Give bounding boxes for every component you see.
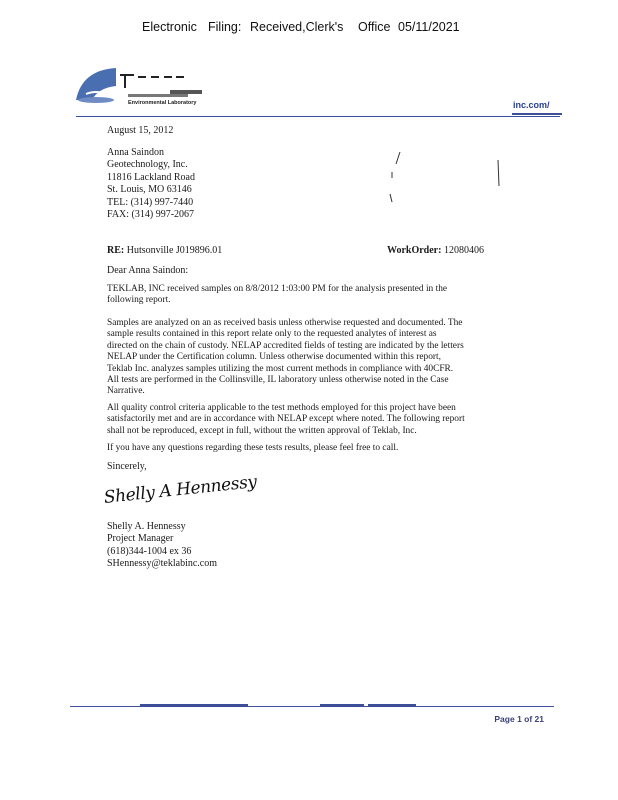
paragraph-questions: If you have any questions regarding these tests results, please feel free to call. (107, 443, 399, 453)
teklab-logo (76, 64, 226, 114)
page-number: Page 1 of 21 (494, 714, 544, 724)
recipient-city: St. Louis, MO 63146 (107, 184, 192, 196)
footer-rule-accent (140, 704, 248, 706)
paragraph-quality-control (107, 403, 513, 437)
signer-email: SHennessy@teklabinc.com (107, 558, 218, 570)
handwritten-signature: Shelly A Hennessy (102, 472, 258, 508)
paragraph-line: TEKLAB, INC received samples on 8/8/2012 1:03:00 PM for the analysis presented in the (107, 284, 448, 294)
recipient-fax: FAX: (314) 997-2067 (107, 209, 195, 221)
re-label: RE: (107, 245, 125, 256)
stamp-word-filing: Filing: (208, 20, 242, 34)
paragraph-line: Samples are analyzed on an as received basis unless otherwise requested and documented. The (107, 318, 463, 328)
recipient-address (107, 147, 195, 221)
paragraph-line: directed on the chain of custody. NELAP accredited fields of testing are indicated by the letters (107, 340, 464, 351)
stamp-word-office: Office (358, 20, 391, 34)
recipient-name: Anna Saindon (107, 147, 164, 158)
paragraph-line: All quality control criteria applicable to the test methods employed for this project have been (107, 403, 456, 413)
workorder-line (387, 245, 484, 257)
signer-title: Project Manager (107, 533, 174, 545)
paragraph-line: All tests are performed in the Collinsville, IL laboratory unless otherwise noted in the Case (107, 375, 449, 386)
workorder-value: 12080406 (443, 245, 484, 256)
signer-name: Shelly A. Hennessy (107, 521, 186, 532)
header-rule-accent (512, 113, 562, 115)
re-line (107, 245, 222, 257)
salutation: Dear Anna Saindon: (107, 265, 189, 276)
paragraph-line: NELAP under the Certification column. Unless otherwise documented within this report, (107, 352, 441, 363)
footer-rule-accent (320, 704, 364, 706)
paragraph-line: Teklab Inc. analyzes samples utilizing the most current methods in compliance with 40CFR. (107, 363, 454, 374)
header-rule (76, 116, 560, 117)
workorder-label: WorkOrder: (387, 245, 442, 256)
letter-date: August 15, 2012 (107, 125, 174, 136)
footer-rule-accent (368, 704, 416, 706)
stamp-word-received-clerks: Received,Clerk's (250, 20, 344, 34)
logo-subtitle: Environmental Laboratory (128, 100, 197, 106)
stamp-word-date: 05/11/2021 (398, 20, 460, 34)
paragraph-line: following report. (107, 295, 171, 306)
paragraph-line: sample results contained in this report relate only to the requested analytes of interest as (107, 329, 437, 340)
paragraph-line: satisfactorily met and are in accordance with NELAP except where noted. The following report (107, 414, 465, 425)
paragraph-analysis-basis (107, 318, 513, 398)
logo-graphic-icon (76, 64, 226, 114)
stamp-word-electronic: Electronic (142, 20, 197, 34)
website-fragment: inc.com/ (513, 100, 550, 110)
paragraph-received (107, 284, 501, 307)
recipient-tel: TEL: (314) 997-7440 (107, 196, 194, 208)
paragraph-line: shall not be reproduced, except in full, without the written approval of Teklab, Inc. (107, 425, 417, 436)
signer-phone: (618)344-1004 ex 36 (107, 545, 192, 557)
recipient-company: Geotechnology, Inc. (107, 159, 188, 171)
paragraph-line: Narrative. (107, 386, 145, 397)
re-value: Hutsonville J019896.01 (126, 245, 223, 256)
closing: Sincerely, (107, 461, 147, 472)
recipient-street: 11816 Lackland Road (107, 171, 195, 183)
scan-artifact-marks (380, 150, 510, 210)
footer-rule (70, 706, 554, 707)
signer-block (107, 521, 217, 571)
